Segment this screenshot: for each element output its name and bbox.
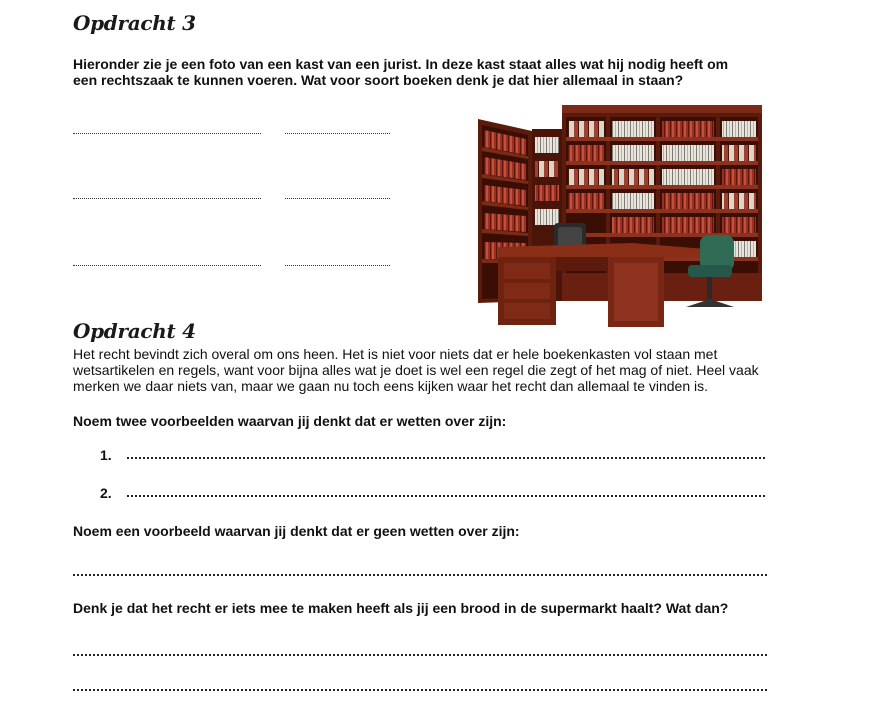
question-bread-supermarket: Denk je dat het recht er iets mee te maken heeft als jij een brood in de supermarkt haalt? Wat dan? [73, 600, 729, 616]
answer-line-bread-1[interactable] [73, 654, 767, 656]
list-number-2: 2. [100, 485, 112, 501]
answer-line-no-laws[interactable] [73, 574, 767, 576]
answer-line-3b-right[interactable] [285, 198, 390, 199]
answer-line-item-2[interactable] [127, 495, 765, 497]
answer-line-3c-right[interactable] [285, 265, 390, 266]
list-number-1: 1. [100, 447, 112, 463]
question-laws-examples: Noem twee voorbeelden waarvan jij denkt dat er wetten over zijn: [73, 413, 507, 429]
opdracht-4-paragraph-line-2: wetsartikelen en regels, want voor bijna alles wat je doet is wel een regel die zegt of het mag of niet. Heel vaak [73, 362, 759, 378]
opdracht-3-heading: Opdracht 3 [73, 11, 196, 35]
bookcase-office-photo [474, 97, 764, 329]
answer-line-3a-left[interactable] [73, 133, 261, 134]
answer-line-3a-right[interactable] [285, 133, 390, 134]
opdracht-3-intro-line-2: een rechtszaak te kunnen voeren. Wat voor soort boeken denk je dat hier allemaal in staan? [73, 72, 684, 88]
question-no-laws-example: Noem een voorbeeld waarvan jij denkt dat er geen wetten over zijn: [73, 523, 520, 539]
opdracht-4-paragraph-line-3: merken we daar niets van, maar we gaan nu toch eens kijken waar het recht dan allemaal te vinden is. [73, 378, 709, 394]
answer-line-bread-2[interactable] [73, 689, 767, 691]
opdracht-4-paragraph-line-1: Het recht bevindt zich overal om ons heen. Het is niet voor niets dat er hele boekenkasten vol staan met [73, 346, 718, 362]
opdracht-4-heading: Opdracht 4 [73, 319, 196, 343]
answer-line-item-1[interactable] [127, 457, 765, 459]
answer-line-3c-left[interactable] [73, 265, 261, 266]
answer-line-3b-left[interactable] [73, 198, 261, 199]
opdracht-3-intro-line-1: Hieronder zie je een foto van een kast van een jurist. In deze kast staat alles wat hij nodig heeft om [73, 56, 729, 72]
